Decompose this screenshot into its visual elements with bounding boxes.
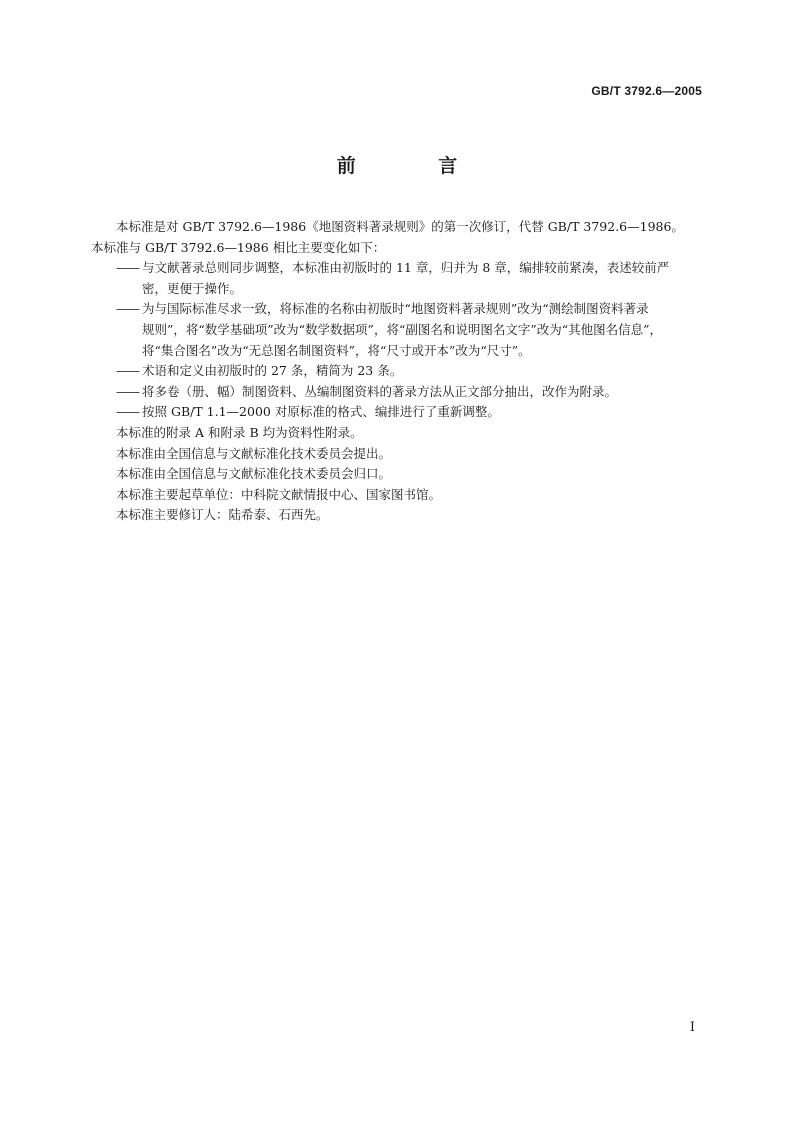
dash-marker: ——: [116, 301, 139, 317]
change-item-line: 与文献著录总则同步调整，本标准由初版时的 11 章，归并为 8 章，编排较前紧凑，表述较前严: [142, 260, 670, 276]
page-title: 前 言: [336, 155, 496, 177]
change-item-line: 将“集合图名”改为“无总图名制图资料”，将“尺寸或开本”改为“尺寸”。: [142, 342, 531, 358]
paragraph-drafting-units: 本标准主要起草单位：中科院文献情报中心、国家图书馆。: [116, 486, 442, 502]
change-item-1: [91, 258, 711, 299]
paragraph-changes-intro: 本标准与 GB/T 3792.6—1986 相比主要变化如下：: [91, 239, 386, 255]
change-item-line: 按照 GB/T 1.1—2000 对原标准的格式、编排进行了重新调整。: [142, 404, 500, 420]
paragraph-revisers: 本标准主要修订人：陆希泰、石西先。: [116, 507, 329, 523]
change-item-4: [91, 382, 711, 403]
change-item-line: 术语和定义由初版时的 27 条，精简为 23 条。: [142, 363, 403, 379]
foreword-body: [91, 217, 711, 526]
change-item-2: [91, 299, 711, 361]
paragraph-revision-note: 本标准是对 GB/T 3792.6—1986《地图资料著录规则》的第一次修订，代替 GB/T 3792.6—1986。: [116, 219, 684, 234]
change-item-3: [91, 361, 711, 382]
paragraph-proposed-by: 本标准由全国信息与文献标准化技术委员会提出。: [116, 445, 392, 461]
standard-number: GB/T 3792.6—2005: [591, 84, 702, 98]
dash-marker: ——: [116, 363, 139, 379]
page-number: I: [689, 1020, 695, 1035]
change-item-line: 规则”，将“数学基础项”改为“数学数据项”，将“副图名和说明图名文字”改为“其他图名信息”，: [142, 321, 663, 337]
change-item-line: 为与国际标准尽求一致，将标准的名称由初版时“地图资料著录规则”改为“测绘制图资料著录: [142, 301, 649, 317]
dash-marker: ——: [116, 404, 139, 420]
change-item-line: 将多卷（册、幅）制图资料、丛编制图资料的著录方法从正文部分抽出，改作为附录。: [142, 383, 618, 399]
change-item-line: 密，更便于操作。: [142, 280, 243, 296]
dash-marker: ——: [116, 383, 139, 399]
paragraph-responsible-by: 本标准由全国信息与文献标准化技术委员会归口。: [116, 466, 392, 482]
dash-marker: ——: [116, 260, 139, 276]
paragraph-annexes: 本标准的附录 A 和附录 B 均为资料性附录。: [116, 424, 363, 440]
change-item-5: [91, 402, 711, 423]
